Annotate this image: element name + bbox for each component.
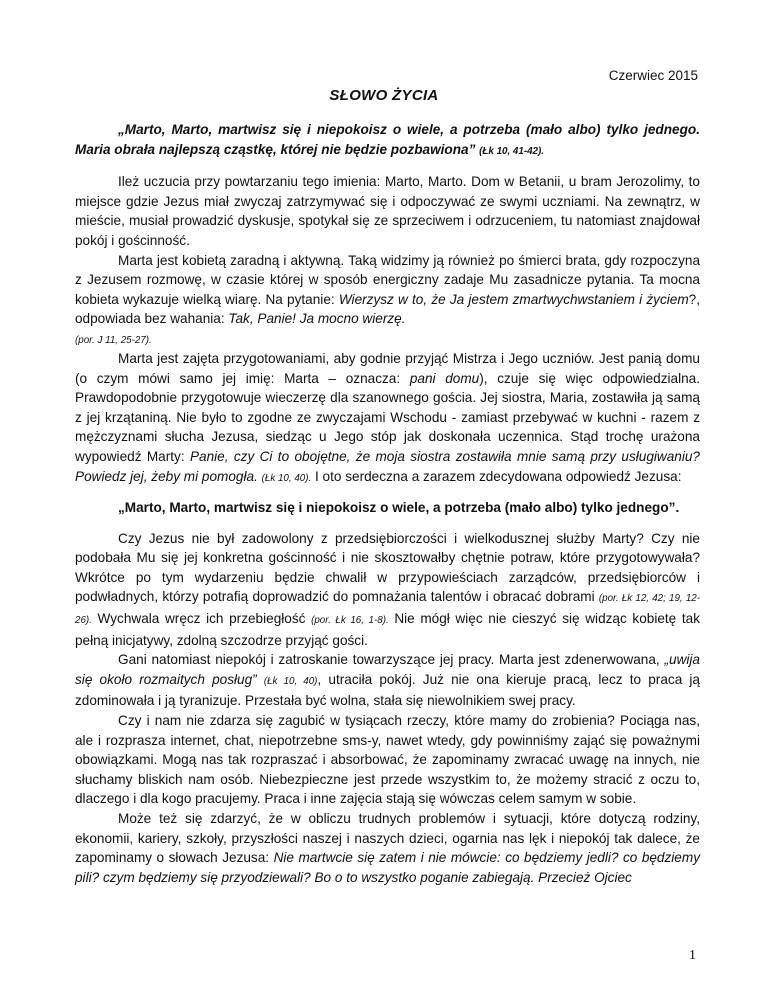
paragraph-4-reference: (por. Łk 16, 1-8). xyxy=(311,615,389,627)
paragraph-2 xyxy=(75,251,700,349)
epigraph-text: „Marto, Marto, martwisz się i niepokoisz o wiele, a potrzeba (mało albo) tylko jednego. Maria obrała najlepszą cząstkę, której nie będzie pozbawiona” xyxy=(75,122,700,157)
paragraph-3 xyxy=(75,349,700,488)
date-header: Czerwiec 2015 xyxy=(608,68,698,83)
paragraph-6: Czy i nam nie zdarza się zagubić w tysiącach rzeczy, które mamy do zrobienia? Pociąga nas, ale i rozprasza internet, chat, niepotrzebne sms-y, nawet wtedy, gdy powinniśmy zająć się poważnymi obowiązkami. Mogą nas tak rozpraszać i absorbować, że zapominamy zwracać uwagę na innych, nie słuchamy bliskich nam osób. Niebezpieczne jest przede wszystkim to, że możemy stracić z oczu to, dlaczego i dla kogo pracujemy. Praca i inne zajęcia stają się wówczas celem samym w sobie. xyxy=(75,713,700,807)
document-title: SŁOWO ŻYCIA xyxy=(329,87,439,104)
paragraph-2-reference: (por. J 11, 25-27). xyxy=(75,334,152,346)
paragraph-2-text: ?, odpowiada bez wahania: xyxy=(75,291,700,327)
paragraph-3-reference: (Łk 10, 40). xyxy=(261,472,312,484)
paragraph-3-text: I oto serdeczna a zarazem zdecydowana odpowiedź Jezusa: xyxy=(311,468,682,484)
paragraph-3-text: Marta jest zajęta przygotowaniami, aby godnie przyjąć Mistrza i Jego uczniów. Jest panią domu (o czym mówi samo jej imię: Marta – oznacza: xyxy=(75,350,700,386)
paragraph-5-reference: (Łk 10, 40) xyxy=(263,675,318,687)
paragraph-2-text: Marta jest kobietą zaradną i aktywną. Taką widzimy ją również po śmierci brata, gdy rozpoczyna z Jezusem rozmowę, w czasie której w sposób energiczny zadaje Mu zasadnicze pytania. Ta mocna kobieta wykazuje wielką wiarę. Na pytanie: xyxy=(75,252,700,307)
epigraph-reference: (Łk 10, 41-42). xyxy=(479,145,544,157)
paragraph-4 xyxy=(75,529,700,651)
epigraph xyxy=(75,120,700,161)
paragraph-2-quote: Wierzysz w to, że Ja jestem zmartwychwstaniem i życiem xyxy=(338,291,689,307)
paragraph-4-reference: (por. Łk 12, 42; 19, 12-26). xyxy=(75,593,700,627)
paragraph-7-text: Może też się zdarzyć, że w obliczu trudnych problemów i sytuacji, które dotyczą rodziny, ekonomii, kariery, szkoły, przyszłości naszej i naszych dzieci, ogarnia nas lęk i niepokój tak dalece, że zapominamy o słowach Jezusa: xyxy=(75,811,700,866)
paragraph-5-text: , utraciła pokój. Już nie ona kieruje pracą, lecz to praca ją zdominowała i ją tyranizuje. Przestała być wolna, stała się niewolnikiem swej pracy. xyxy=(75,671,700,709)
paragraph-1: Ileż uczucia przy powtarzaniu tego imienia: Marto, Marto. Dom w Betanii, u bram Jerozolimy, to miejsce gdzie Jezus miał zwyczaj zatrzymywać się i odpoczywać ze swymi uczniami. Na zewnątrz, w mieście, musiał prowadzić dyskusje, spotykał się ze sprzeciwem i odrzuceniem, tu natomiast znajdował pokój i gościnność. xyxy=(75,174,700,248)
paragraph-3-quote: Panie, czy Ci to obojętne, że moja siostra zostawiła mnie samą przy usługiwaniu? Powiedz jej, żeby mi pomogła. xyxy=(75,448,700,484)
paragraph-3-text: ), czuje się więc odpowiedzialna. Prawdopodobnie przygotowuje wieczerzę dla szanownego gościa. Jej siostra, Maria, zostawiła ją samą z jej krzątaniną. Nie było to zgodne ze zwyczajami Wschodu - zamiast przebywać w kuchni - razem z mężczyznami słucha Jezusa, siedząc u Jego stóp jak doskonała uczennica. Stąd trochę urażona wypowiedź Marty: xyxy=(75,370,701,464)
paragraph-4-text: Nie mógł więc nie cieszyć się widząc kobietę tak pełną inicjatywy, zdolną szczodrze przyjąć gości. xyxy=(75,611,701,648)
paragraph-5-text: Gani natomiast niepokój i zatroskanie towarzyszące jej pracy. Marta jest zdenerwowana, xyxy=(118,652,665,668)
paragraph-3-quote: pani domu xyxy=(409,370,480,386)
paragraph-4-text: Czy Jezus nie był zadowolony z przedsiębiorczości i wielkodusznej służby Marty? Czy nie podobała Mu się jej konkretna gościnność i nie skosztowałby chętnie potraw, które przygotowywała? Wkrótce po tym wydarzeniu będzie chwalił w przypowieściach zarządców, przedsiębiorców i podwładnych, którzy potrafią doprowadzić do pomnażania talentów i obracać dobrami xyxy=(75,530,700,605)
paragraph-4-text: Wychwala wręcz ich przebiegłość xyxy=(91,611,312,627)
document-body xyxy=(75,120,700,887)
central-quote: „Marto, Marto, martwisz się i niepokoisz o wiele, a potrzeba (mało albo) tylko jednego”. xyxy=(118,500,680,516)
paragraph-7-quote: Nie martwcie się zatem i nie mówcie: co będziemy jedli? co będziemy pili? czym będziemy się przyodziewali? Bo o to wszystko poganie zabiegają. Przecież Ojciec xyxy=(75,850,700,885)
paragraph-5 xyxy=(75,650,700,711)
paragraph-7 xyxy=(75,809,700,887)
paragraph-5-quote: „uwija się około rozmaitych posług” xyxy=(75,652,700,687)
paragraph-2-quote: Tak, Panie! Ja mocno wierzę. xyxy=(228,311,406,327)
page-number: 1 xyxy=(689,948,696,963)
